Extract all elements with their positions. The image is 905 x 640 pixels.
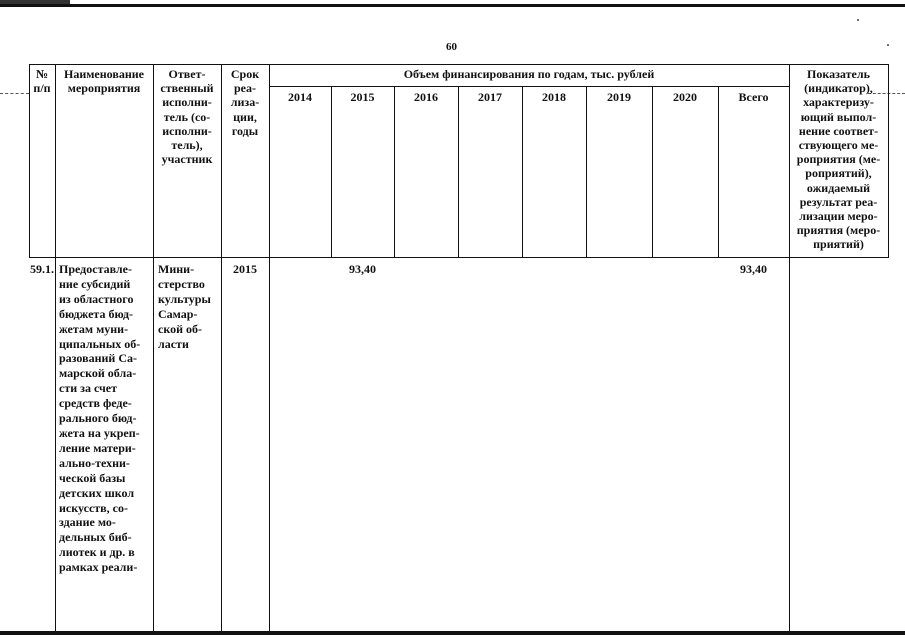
col-border bbox=[522, 86, 523, 257]
col-border bbox=[269, 64, 270, 634]
col-border bbox=[221, 64, 222, 634]
col-border bbox=[458, 86, 459, 257]
row-num: 59.1. bbox=[30, 262, 54, 276]
row-term: 2015 bbox=[233, 262, 257, 276]
row-responsible: Мини- стерство культуры Самар- ской об- ласти bbox=[158, 262, 211, 351]
header-responsible: Ответ- ственный исполни- тель (со- исполни- тель), участник bbox=[160, 67, 214, 167]
header-year-2018: 2018 bbox=[542, 90, 566, 104]
col-border bbox=[331, 86, 332, 257]
col-border bbox=[586, 86, 587, 257]
funding-subheader-line bbox=[269, 86, 789, 87]
header-year-2020: 2020 bbox=[673, 90, 697, 104]
scan-speck bbox=[857, 19, 859, 21]
header-funding-title: Объем финансирования по годам, тыс. рублей bbox=[403, 67, 655, 81]
row-name: Предоставле- ние субсидий из областного бюджета бюд- жетам муни- ципальных об- разований Са- марской обла- сти за счет средств феде- рального бюд- жета на укреп- ление матери- ально-техни- ческой базы детских школ искусств, со- здание мо- дельных биб- лиотек и др. в рамках реали- bbox=[59, 262, 141, 575]
program-table bbox=[29, 64, 889, 634]
scan-guideline-left bbox=[0, 93, 29, 95]
header-year-2014: 2014 bbox=[288, 90, 312, 104]
table-top-border bbox=[29, 64, 889, 65]
header-num: № п/п bbox=[33, 67, 51, 96]
scan-bottom-border bbox=[0, 631, 905, 635]
row-value-total: 93,40 bbox=[740, 262, 767, 276]
scan-speck bbox=[887, 44, 889, 46]
col-border bbox=[394, 86, 395, 257]
scan-top-border bbox=[0, 4, 905, 7]
header-indicator: Показатель (индикатор), характеризу- ющий выпол- нение соответ- ствующего ме- роприятия (ме- роприятий), ожидаемый результат реа- лизации меро- приятия (меро- приятий) bbox=[796, 67, 881, 252]
header-year-2017: 2017 bbox=[478, 90, 502, 104]
header-year-2016: 2016 bbox=[414, 90, 438, 104]
header-year-2019: 2019 bbox=[607, 90, 631, 104]
row-value-2015: 93,40 bbox=[349, 262, 376, 276]
page-number: 60 bbox=[446, 41, 457, 53]
header-year-2015: 2015 bbox=[350, 90, 375, 104]
header-name: Наименование мероприятия bbox=[64, 67, 144, 96]
col-border bbox=[55, 64, 56, 634]
col-border bbox=[888, 64, 889, 257]
col-border bbox=[718, 86, 719, 257]
col-border bbox=[652, 86, 653, 257]
header-term: Срок реа- лиза- ции, годы bbox=[230, 67, 260, 138]
header-bottom-border bbox=[29, 257, 889, 258]
header-year-total: Всего bbox=[738, 90, 769, 104]
